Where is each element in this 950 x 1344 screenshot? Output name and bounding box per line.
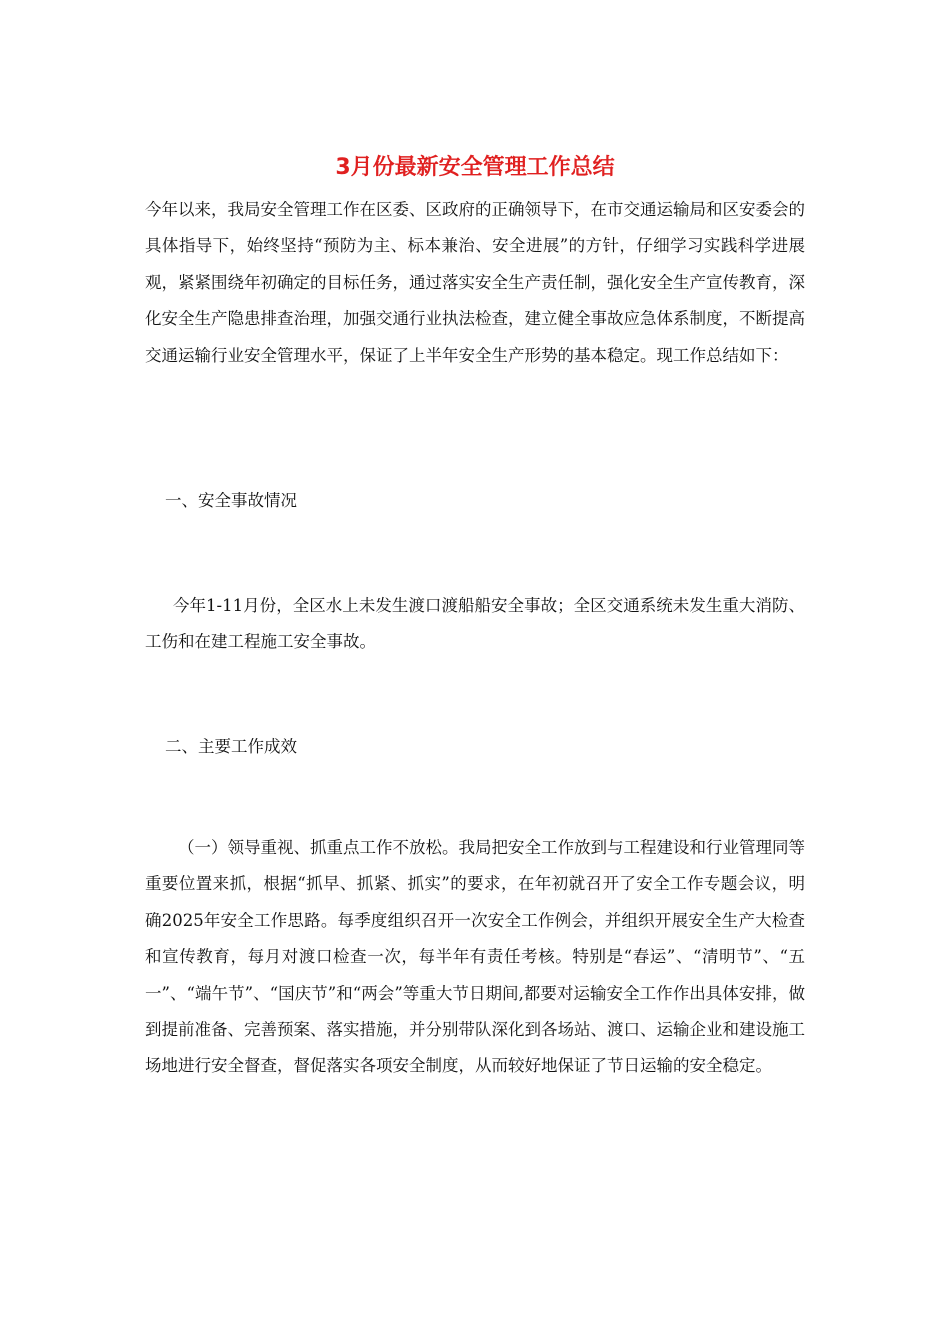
section-heading-achievements: 二、主要工作成效	[165, 737, 297, 756]
document-title: 3月份最新安全管理工作总结	[335, 155, 615, 180]
section-body-accidents: 今年1-11月份，全区水上未发生渡口渡船船安全事故；全区交通系统未发生重大消防、工伤和在建工程施工安全事故。	[145, 596, 805, 652]
section-body-achievements: （一）领导重视、抓重点工作不放松。我局把安全工作放到与工程建设和行业管理同等重要位置来抓，根据“抓早、抓紧、抓实”的要求，在年初就召开了安全工作专题会议，明确2025年安全工作思路。每季度组织召开一次安全工作例会，并组织开展安全生产大检查和宣传教育，每月对渡口检查一次，每半年有责任考核。特别是“春运”、“清明节”、“五一”、“端午节”、“国庆节”和“两会”等重大节日期间,都要对运输安全工作作出具体安排，做到提前准备、完善预案、落实措施，并分别带队深化到各场站、渡口、运输企业和建设施工场地进行安全督查，督促落实各项安全制度，从而较好地保证了节日运输的安全稳定。	[145, 838, 805, 1076]
intro-paragraph: 今年以来，我局安全管理工作在区委、区政府的正确领导下，在市交通运输局和区安委会的具体指导下，始终坚持“预防为主、标本兼治、安全进展”的方针，仔细学习实践科学进展观，紧紧围绕年初确定的目标任务，通过落实安全生产责任制，强化安全生产宣传教育，深化安全生产隐患排查治理，加强交通行业执法检查，建立健全事故应急体系制度，不断提高交通运输行业安全管理水平，保证了上半年安全生产形势的基本稳定。现工作总结如下：	[145, 200, 805, 365]
section-heading-accidents: 一、安全事故情况	[165, 491, 297, 510]
